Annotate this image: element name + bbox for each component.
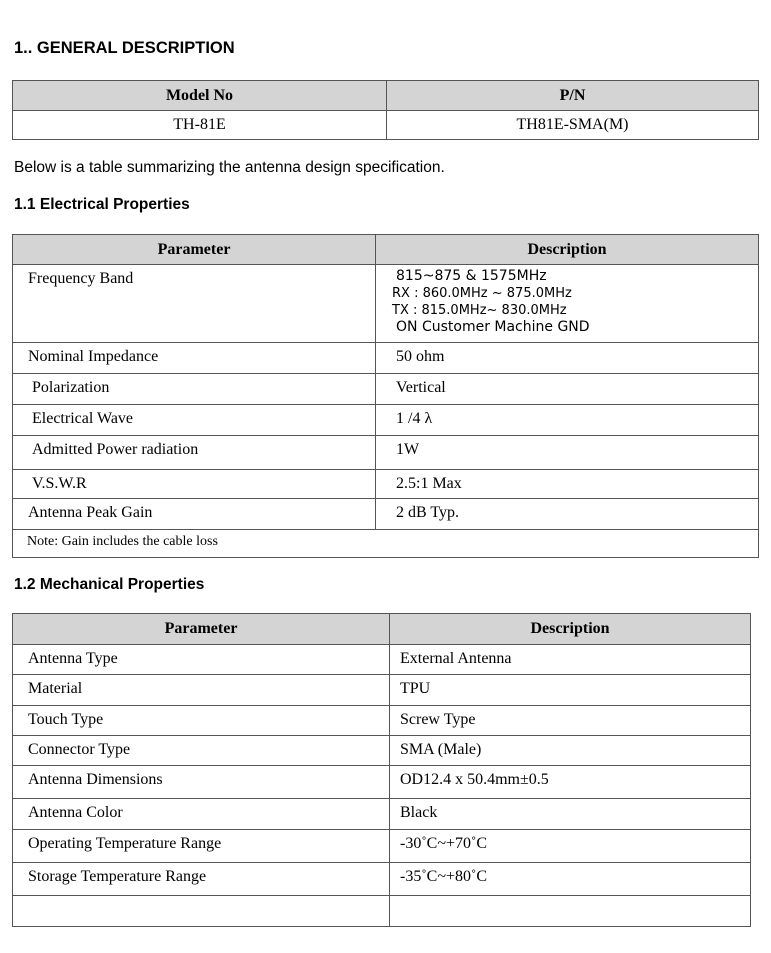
desc-cell: TPU [390,675,751,706]
param-cell: Operating Temperature Range [13,830,390,863]
param-cell: Antenna Type [13,645,390,675]
frequency-line: 815~875 & 1575MHz [396,268,547,284]
model-header: Model No [13,81,387,111]
desc-cell: 2 dB Typ. [376,499,759,530]
electrical-desc-header: Description [376,235,759,265]
desc-cell: External Antenna [390,645,751,675]
pn-header: P/N [387,81,759,111]
desc-cell: 1 /4 λ [376,405,759,436]
table-row [13,799,751,830]
table-row [13,470,759,499]
frequency-line: RX : 860.0MHz ~ 875.0MHz [392,286,572,301]
desc-cell [390,896,751,927]
electrical-table [12,234,759,558]
intro-text: Below is a table summarizing the antenna design specification. [14,159,445,176]
table-row [13,736,751,766]
desc-cell: SMA (Male) [390,736,751,766]
mechanical-desc-header: Description [390,614,751,645]
frequency-band-label: Frequency Band [13,265,376,343]
param-cell: Touch Type [13,706,390,736]
desc-cell: Black [390,799,751,830]
desc-cell: 50 ohm [376,343,759,374]
table-row [13,343,759,374]
mechanical-param-header: Parameter [13,614,390,645]
electrical-param-header: Parameter [13,235,376,265]
frequency-line: TX : 815.0MHz~ 830.0MHz [392,303,567,318]
desc-cell: -35˚C~+80˚C [390,863,751,896]
param-cell [13,896,390,927]
mechanical-title: 1.2 Mechanical Properties [14,576,205,593]
table-row [13,436,759,470]
table-row [13,863,751,896]
frequency-band-value [376,265,759,343]
table-row [13,706,751,736]
table-row [13,896,751,927]
desc-cell: Vertical [376,374,759,405]
param-cell: Antenna Dimensions [13,766,390,799]
table-row [13,405,759,436]
desc-cell: OD12.4 x 50.4mm±0.5 [390,766,751,799]
param-cell: Antenna Color [13,799,390,830]
param-cell: Polarization [13,374,376,405]
model-value: TH-81E [13,111,387,140]
desc-cell: 2.5:1 Max [376,470,759,499]
table-row [13,645,751,675]
param-cell: Admitted Power radiation [13,436,376,470]
table-row [13,675,751,706]
param-cell: Nominal Impedance [13,343,376,374]
param-cell: V.S.W.R [13,470,376,499]
param-cell: Storage Temperature Range [13,863,390,896]
param-cell: Connector Type [13,736,390,766]
table-row [13,830,751,863]
electrical-title: 1.1 Electrical Properties [14,196,190,213]
table-row [13,766,751,799]
mechanical-table [12,613,751,927]
table-row [13,374,759,405]
gain-note: Note: Gain includes the cable loss [13,530,759,558]
pn-value: TH81E-SMA(M) [387,111,759,140]
desc-cell: -30˚C~+70˚C [390,830,751,863]
desc-cell: Screw Type [390,706,751,736]
param-cell: Material [13,675,390,706]
model-table [12,80,759,140]
param-cell: Antenna Peak Gain [13,499,376,530]
param-cell: Electrical Wave [13,405,376,436]
table-row [13,499,759,530]
section-heading: 1.. GENERAL DESCRIPTION [14,39,235,57]
frequency-line: ON Customer Machine GND [396,319,590,335]
desc-cell: 1W [376,436,759,470]
